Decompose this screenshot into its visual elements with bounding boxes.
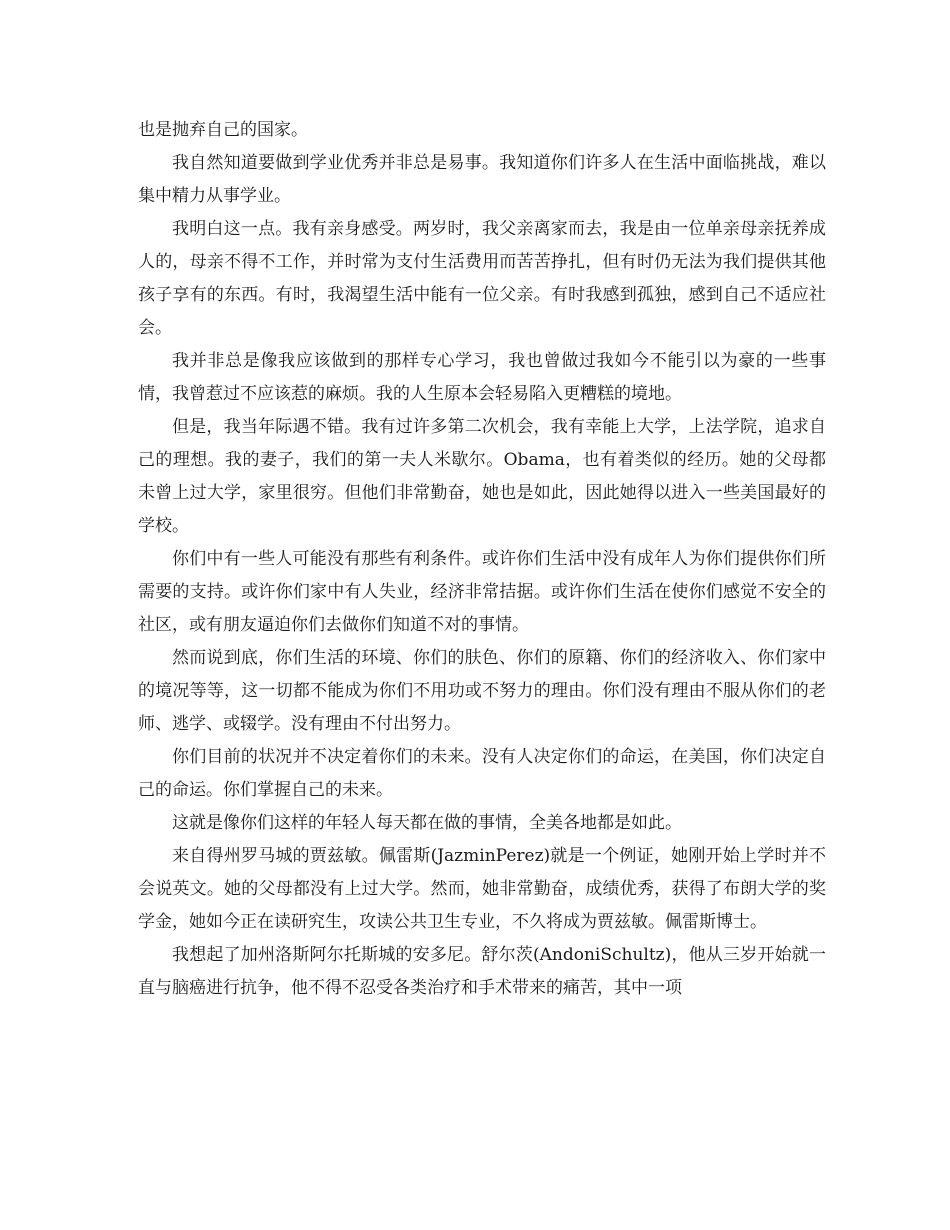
paragraph: 我想起了加州洛斯阿尔托斯城的安多尼。舒尔茨(AndoniSchultz)，他从三岁开始就一直与脑癌进行抗争，他不得不忍受各类治疗和手术带来的痛苦，其中一项: [138, 945, 826, 998]
paragraph: 然而说到底，你们生活的环境、你们的肤色、你们的原籍、你们的经济收入、你们家中的境况等等，这一切都不能成为你们不用功或不努力的理由。你们没有理由不服从你们的老师、逃学、或辍学。没有理由不付出努力。: [138, 648, 826, 734]
paragraph: 这就是像你们这样的年轻人每天都在做的事情，全美各地都是如此。: [172, 813, 682, 833]
document-body: [138, 114, 826, 1005]
paragraph: 但是，我当年际遇不错。我有过许多第二次机会，我有幸能上大学，上法学院，追求自己的理想。我的妻子，我们的第一夫人米歇尔。Obama，也有着类似的经历。她的父母都未曾上过大学，家里很穷。但他们非常勤奋，她也是如此，因此她得以进入一些美国最好的学校。: [138, 417, 826, 536]
paragraph: 我自然知道要做到学业优秀并非总是易事。我知道你们许多人在生活中面临挑战，难以集中精力从事学业。: [138, 153, 826, 206]
paragraph-continued: 也是抛弃自己的国家。: [138, 120, 308, 140]
paragraph: 你们中有一些人可能没有那些有利条件。或许你们生活中没有成年人为你们提供你们所需要的支持。或许你们家中有人失业，经济非常拮据。或许你们生活在使你们感觉不安全的社区，或有朋友逼迫你们去做你们知道不对的事情。: [138, 549, 826, 635]
paragraph: 我明白这一点。我有亲身感受。两岁时，我父亲离家而去，我是由一位单亲母亲抚养成人的，母亲不得不工作，并时常为支付生活费用而苦苦挣扎，但有时仍无法为我们提供其他孩子享有的东西。有时，我渴望生活中能有一位父亲。有时我感到孤独，感到自己不适应社会。: [138, 219, 826, 338]
paragraph: 我并非总是像我应该做到的那样专心学习，我也曾做过我如今不能引以为豪的一些事情，我曾惹过不应该惹的麻烦。我的人生原本会轻易陷入更糟糕的境地。: [138, 351, 826, 404]
paragraph: 你们目前的状况并不决定着你们的未来。没有人决定你们的命运，在美国，你们决定自己的命运。你们掌握自己的未来。: [138, 747, 826, 800]
paragraph: 来自得州罗马城的贾兹敏。佩雷斯(JazminPerez)就是一个例证，她刚开始上学时并不会说英文。她的父母都没有上过大学。然而，她非常勤奋，成绩优秀，获得了布朗大学的奖学金，她如今正在读研究生，攻读公共卫生专业，不久将成为贾兹敏。佩雷斯博士。: [138, 846, 826, 932]
